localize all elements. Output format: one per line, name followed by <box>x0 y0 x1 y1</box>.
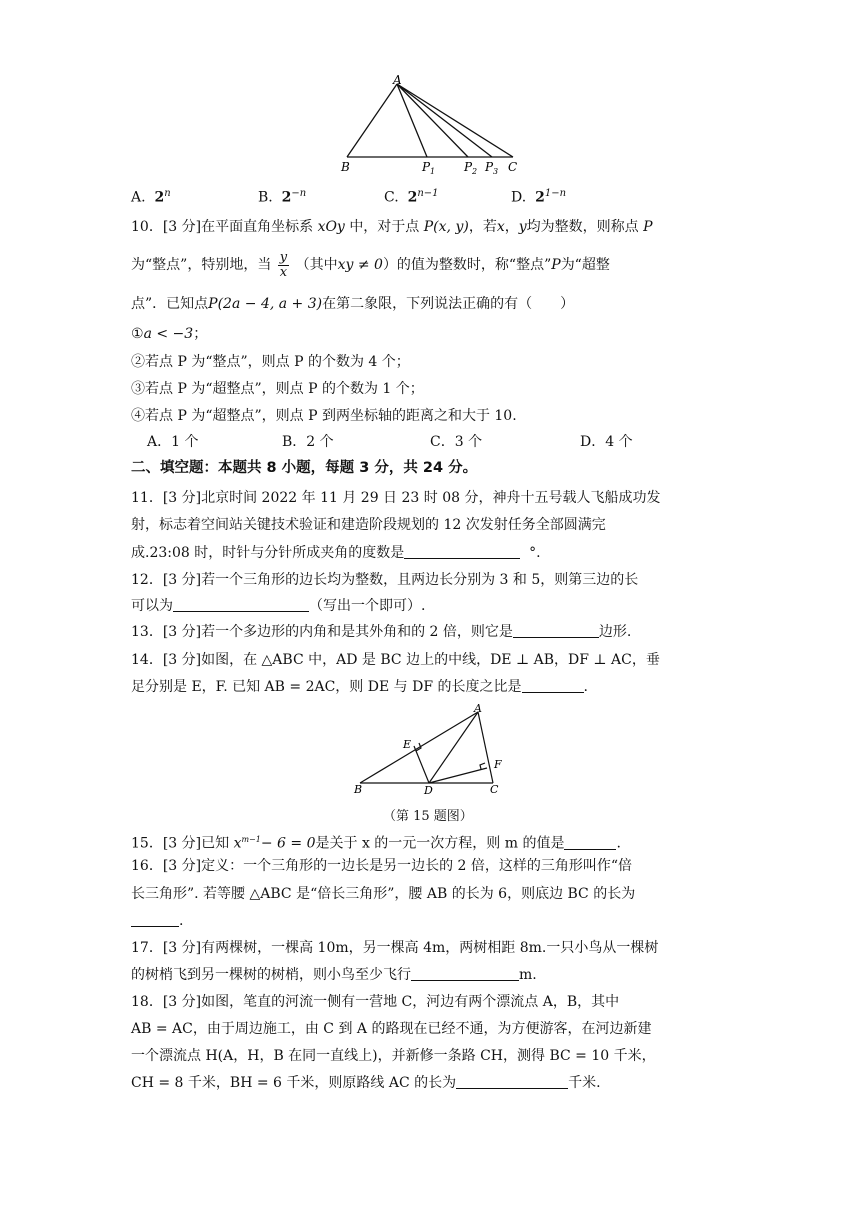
q10-option-c: C．3 个 <box>430 434 483 450</box>
q11-line-1: 11．[3 分]北京时间 2022 年 11 月 29 日 23 时 08 分，神舟十五号载人飞船成功发 <box>131 490 661 506</box>
q10-statement-4: ④若点 P 为“超整点”，则点 P 到两坐标轴的距离之和大于 10. <box>131 408 517 424</box>
q11-line-2: 射，标志着空间站关键技术验证和建造阶段规划的 12 次发射任务全部圆满完 <box>131 517 606 533</box>
q14-line-1: 14．[3 分]如图，在 △ABC 中，AD 是 BC 边上的中线，DE ⊥ AB，DF ⊥ AC，垂 <box>131 652 660 668</box>
label-p1-sub: 1 <box>430 167 436 176</box>
q13-answer-blank[interactable] <box>513 623 599 638</box>
fig2-label-e: E <box>403 738 412 751</box>
figure-triangle-median <box>350 700 520 796</box>
q12-line-2: 可以为 （写出一个即可）. <box>131 598 426 614</box>
q12-line-1: 12．[3 分]若一个三角形的边长均为整数，且两边长分别为 3 和 5，则第三边的长 <box>131 572 639 588</box>
q10-statement-2: ②若点 P 为“整点”，则点 P 的个数为 4 个； <box>131 354 410 370</box>
fig2-label-a: A <box>474 702 482 715</box>
q15-answer-blank[interactable] <box>564 835 616 850</box>
q10-option-a: A．1 个 <box>147 434 199 450</box>
q16-answer-blank[interactable] <box>131 912 179 927</box>
fig2-label-b: B <box>354 783 363 796</box>
label-p2: P <box>464 160 473 174</box>
label-p1: P <box>422 160 431 174</box>
q18-line-4: CH = 8 千米，BH = 6 千米，则原路线 AC 的长为 千米. <box>131 1075 601 1091</box>
q16-line-3: . <box>131 911 183 931</box>
q13-line-1: 13．[3 分]若一个多边形的内角和是其外角和的 2 倍，则它是 边形. <box>131 624 632 640</box>
q9-option-d: D. $2^{1-n}$ <box>511 188 567 206</box>
q10-statement-3: ③若点 P 为“超整点”，则点 P 的个数为 1 个； <box>131 381 424 397</box>
q10-option-b: B．2 个 <box>282 434 334 450</box>
label-p3: P <box>485 160 494 174</box>
label-p2-sub: 2 <box>472 167 478 176</box>
q17-answer-blank[interactable] <box>411 966 519 981</box>
q9-option-c: C. $2^{n-1}$ <box>384 188 439 206</box>
q18-line-2: AB = AC，由于周边施工，由 C 到 A 的路现在已经不通，为方便游客，在河边新建 <box>131 1021 652 1037</box>
figure-caption: （第 15 题图） <box>383 809 473 824</box>
q12-answer-blank[interactable] <box>173 597 309 612</box>
q16-line-2: 长三角形”. 若等腰 △ABC 是“倍长三角形”，腰 AB 的长为 6，则底边 BC 的长为 <box>131 886 636 902</box>
fig2-label-f: F <box>494 758 502 771</box>
q16-line-1: 16．[3 分]定义：一个三角形的一边长是另一边长的 2 倍，这样的三角形叫作“倍 <box>131 858 633 874</box>
q15-line-1: 15．[3 分]已知 $x^{m-1}- 6 = 0$是关于 x 的一元一次方程，则 m 的值是 . <box>131 835 621 852</box>
label-c: C <box>508 160 518 174</box>
label-p3-sub: 3 <box>493 167 499 176</box>
q10-option-d: D．4 个 <box>580 434 633 450</box>
q9-option-a: A. 2$^n$ <box>131 188 171 206</box>
q18-line-1: 18．[3 分]如图，笔直的河流一侧有一营地 C，河边有两个漂流点 A，B，其中 <box>131 994 620 1010</box>
figure-triangle-abc-p-points <box>335 72 535 180</box>
section-heading-fill-in: 二、填空题：本题共 8 小题，每题 3 分，共 24 分。 <box>131 460 478 476</box>
q10-line-3: 点”．已知点P(2a − 4, a + 3)在第二象限，下列说法正确的有（ ） <box>131 296 575 312</box>
q11-answer-blank[interactable] <box>404 544 520 559</box>
q10-line-1: 10．[3 分]在平面直角坐标系 xOy 中，对于点 P(x, y)，若x，y均为整数，则称点 P <box>131 219 653 235</box>
q17-line-1: 17．[3 分]有两棵树，一棵高 10m，另一棵高 4m，两树相距 8m.一只小鸟从一棵树 <box>131 940 659 956</box>
q10-statement-1: ①a < −3； <box>131 326 208 342</box>
q9-option-b: B. $2^{-n}$ <box>258 188 307 206</box>
q14-answer-blank[interactable] <box>522 678 584 693</box>
label-b: B <box>341 160 350 174</box>
fraction-y-over-x: $\frac{y}{x}$ <box>279 249 288 280</box>
q18-answer-blank[interactable] <box>456 1074 568 1089</box>
q17-line-2: 的树梢飞到另一棵树的树梢，则小鸟至少飞行 m. <box>131 967 537 983</box>
fig2-label-c: C <box>490 783 499 796</box>
label-a: A <box>393 73 402 87</box>
q11-line-3: 成.23:08 时，时针与分针所成夹角的度数是 °. <box>131 545 541 561</box>
q14-line-2: 足分别是 E，F. 已知 AB = 2AC，则 DE 与 DF 的长度之比是 . <box>131 679 588 695</box>
fig2-label-d: D <box>424 784 433 796</box>
q18-line-3: 一个漂流点 H(A，H，B 在同一直线上)，并新修一条路 CH，测得 BC = 10 千米， <box>131 1048 656 1064</box>
q10-line-2: 为“整点”，特别地，当 $\frac{y}{x}$ （其中xy ≠ 0）的值为整数时，称“整点”P为“超整 <box>131 249 610 280</box>
